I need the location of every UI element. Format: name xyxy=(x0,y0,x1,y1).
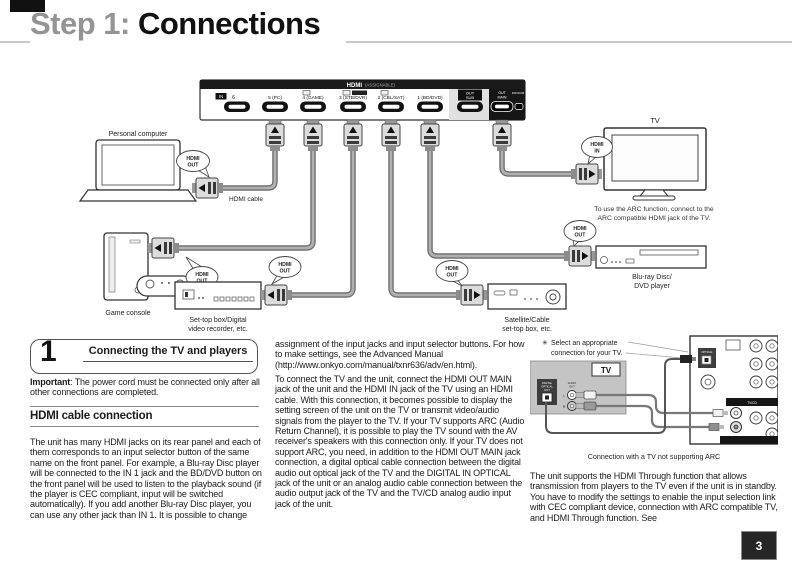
svg-text:OUT: OUT xyxy=(187,162,199,169)
hdmi-plug-tv xyxy=(571,164,602,184)
port5-label: 5 (PC) xyxy=(268,96,282,101)
sat-label-1: Satellite/Cable xyxy=(504,317,550,324)
hdmi-cable-connection-heading: HDMI cable connection xyxy=(30,406,259,427)
tv-connection-note-1: Select an appropriate xyxy=(551,340,618,347)
out-sub-label-1: OUT xyxy=(465,90,475,96)
hdmi-plug-port2 xyxy=(382,120,400,151)
important-text: : The power cord must be connected only after all other connections are completed. xyxy=(30,377,260,398)
title-rule-right xyxy=(346,41,792,43)
port2-feature-icon xyxy=(381,91,388,96)
page-title-step: Step 1: xyxy=(30,6,130,41)
page-title xyxy=(30,6,320,42)
bluray-dvd-player xyxy=(596,246,706,290)
important-note xyxy=(30,377,266,398)
column3-body-text: The unit supports the HDMI Through function that allows transmission from players to the TV even if the unit is in standby. You have to modify the settings to enable the input selection link with CEC compliant device, connection with ARC compatible TV, and HDMI Through function. See xyxy=(530,471,778,523)
r-jack-label: R xyxy=(562,405,566,409)
hdmi-plug-port1 xyxy=(421,120,439,151)
sat-label-2: set-top box, etc. xyxy=(502,326,552,333)
svg-text:HDMI: HDMI xyxy=(195,272,209,278)
audio-label: AUDIO xyxy=(567,382,577,385)
hdmi-plug-stb xyxy=(261,285,292,305)
audio-out-label: OUT xyxy=(569,385,575,389)
tv-arc-note-1: To use the ARC function, connect to the xyxy=(594,206,714,213)
tv-closeup-label: TV xyxy=(600,366,612,375)
note-leader-line-2 xyxy=(626,353,682,358)
title-rule-left xyxy=(0,41,30,43)
tv xyxy=(594,116,714,222)
hdmi-port-6 xyxy=(224,102,250,113)
svg-text:HDMI: HDMI xyxy=(573,226,587,232)
panel-assignable-label: (ASSIGNABLE) xyxy=(365,82,396,88)
dock-port xyxy=(515,104,523,110)
stb-label-2: video recorder, etc. xyxy=(188,326,248,333)
optical-in-label: OPTICAL xyxy=(701,351,713,354)
hdmi-connection-diagram xyxy=(0,70,800,335)
hdmi-out-bubble-sat xyxy=(436,261,468,287)
port3-feature-badge xyxy=(352,91,367,96)
column2-paragraph-1: assignment of the input jacks and input selector buttons. For how to make settings, see the Advanced Manual (http://www.onkyo.com/manual/txnr636/adv/en.html). xyxy=(275,339,525,370)
out-label: OUT xyxy=(544,389,550,392)
tv-arc-note-2: ARC compatible HDMI jack of the TV. xyxy=(597,215,711,222)
port4-label: 4 (GAME) xyxy=(302,96,324,101)
tv-connection-note-2: connection for your TV. xyxy=(551,350,623,357)
port1-label: 1 (BD/DVD) xyxy=(417,96,443,101)
column1-body-text: The unit has many HDMI jacks on its rear panel and each of them corresponds to an input selector button of the same name on the front panel. For example, a Blu-ray Disc player will be connected to the IN 1 jack and the BD/DVD button on the front panel will be used to listen to the playback sound (if the player is CEC compliant, input will be switched automatically). If you add another Blu-ray Disc player, you can use any other jack than IN 1. It is possible to change xyxy=(30,437,262,520)
svg-text:OUT: OUT xyxy=(279,268,291,275)
step-number: 1 xyxy=(40,335,57,368)
svg-text:OUT: OUT xyxy=(574,232,586,239)
svg-text:HDMI: HDMI xyxy=(590,142,604,148)
hdmi-port-4 xyxy=(300,102,326,113)
arc-connection-diagram xyxy=(530,334,778,466)
page-number-badge xyxy=(741,531,777,560)
port6-label: 6 xyxy=(232,95,235,101)
set-top-box-dvr xyxy=(175,282,261,333)
out-main-label-2: MAIN xyxy=(497,95,507,100)
note-leader-line-1 xyxy=(628,342,688,352)
hdmi-port-5 xyxy=(262,102,288,113)
svg-text:HDMI: HDMI xyxy=(278,262,292,268)
hdmi-port-out-main xyxy=(491,102,513,112)
hdmi-port-1 xyxy=(417,102,443,113)
hdmi-plug-sat xyxy=(456,285,487,305)
hdmi-plug-out-main xyxy=(493,120,511,151)
hdmi-plug-pc xyxy=(192,178,223,198)
personal-computer-label: Personal computer xyxy=(108,131,168,138)
in-badge-label: IN xyxy=(218,93,224,99)
dock-label: DOCK/IR xyxy=(511,91,525,95)
out-main-label-1: OUT xyxy=(498,91,506,95)
out-sub-label-2: SUB xyxy=(465,95,475,101)
column2-paragraph-2: To connect the TV and the unit, connect the HDMI OUT MAIN jack of the unit and the HDMI IN jack of the TV using an HDMI cable. With this connection, it becomes possible to display the setting screen of the unit on the TV or transmit video/audio signals from the player to the TV. If your TV supports ARC (Audio Return Channel), it is possible to play the TV sound with the AV receiver's speakers with this connection only. If your TV does not support ARC, you need, in addition to the HDMI OUT MAIN jack connection, a digital optical cable connection between the digital audio out optical jack of the TV and the DIGITAL IN OPTICAL jack of the unit or an analog audio cable connection between the audio output jack of the TV and the TV/CD analog audio input jack of the unit. xyxy=(275,374,525,509)
hdmi-cables xyxy=(179,150,571,295)
bd-label-2: DVD player xyxy=(634,283,670,290)
hdmi-plug-bd xyxy=(564,246,595,266)
svg-text:OUT: OUT xyxy=(446,272,458,279)
game-console-label: Game console xyxy=(105,310,151,317)
port2-label: 2 (CBL/SAT) xyxy=(377,96,405,101)
svg-text:HDMI: HDMI xyxy=(186,156,200,162)
hdmi-cable-label: HDMI cable xyxy=(229,196,263,203)
stb-label-1: Set-top box/Digital xyxy=(189,317,247,324)
hdmi-port-3 xyxy=(340,102,366,113)
port4-feature-icon xyxy=(303,91,310,96)
tv-label: TV xyxy=(650,116,660,125)
step-heading: Connecting the TV and players xyxy=(83,340,253,362)
l-jack-label: L xyxy=(563,394,565,398)
satellite-cable-box xyxy=(488,284,566,333)
bd-label-1: Blu-ray Disc/ xyxy=(632,274,672,281)
tvcd-label: TV/CD xyxy=(747,400,757,405)
hdmi-plug-port5 xyxy=(266,120,284,151)
hdmi-out-bubble-stb xyxy=(269,257,301,285)
port3-label: 3 (STB/DVR) xyxy=(339,96,367,101)
svg-text:HDMI: HDMI xyxy=(445,266,459,272)
digital-label: DIGITAL xyxy=(541,382,553,385)
hdmi-plug-port4 xyxy=(304,120,322,151)
page-title-main: Connections xyxy=(137,6,321,41)
hdmi-port-2 xyxy=(378,102,404,113)
arc-diagram-caption: Connection with a TV not supporting ARC xyxy=(587,452,721,461)
hdmi-plug-port3 xyxy=(344,120,362,151)
hdmi-plug-game xyxy=(148,238,179,258)
receiver-rear-panel xyxy=(200,80,525,120)
hdmi-out-bubble-bd xyxy=(564,221,596,247)
hdmi-out-bubble-pc xyxy=(177,151,210,178)
svg-text:IN: IN xyxy=(594,148,600,155)
step1-heading-box xyxy=(30,335,258,374)
panel-hdmi-label: HDMI xyxy=(346,82,362,89)
panel-header-bar xyxy=(200,80,525,89)
hdmi-port-out-sub xyxy=(457,102,483,113)
optical-label: OPTICAL xyxy=(541,385,553,389)
important-label: Important xyxy=(30,377,71,387)
page-number: 3 xyxy=(755,538,763,553)
asterisk-icon: ✳ xyxy=(542,340,548,347)
port3-feature-icon xyxy=(343,91,350,96)
